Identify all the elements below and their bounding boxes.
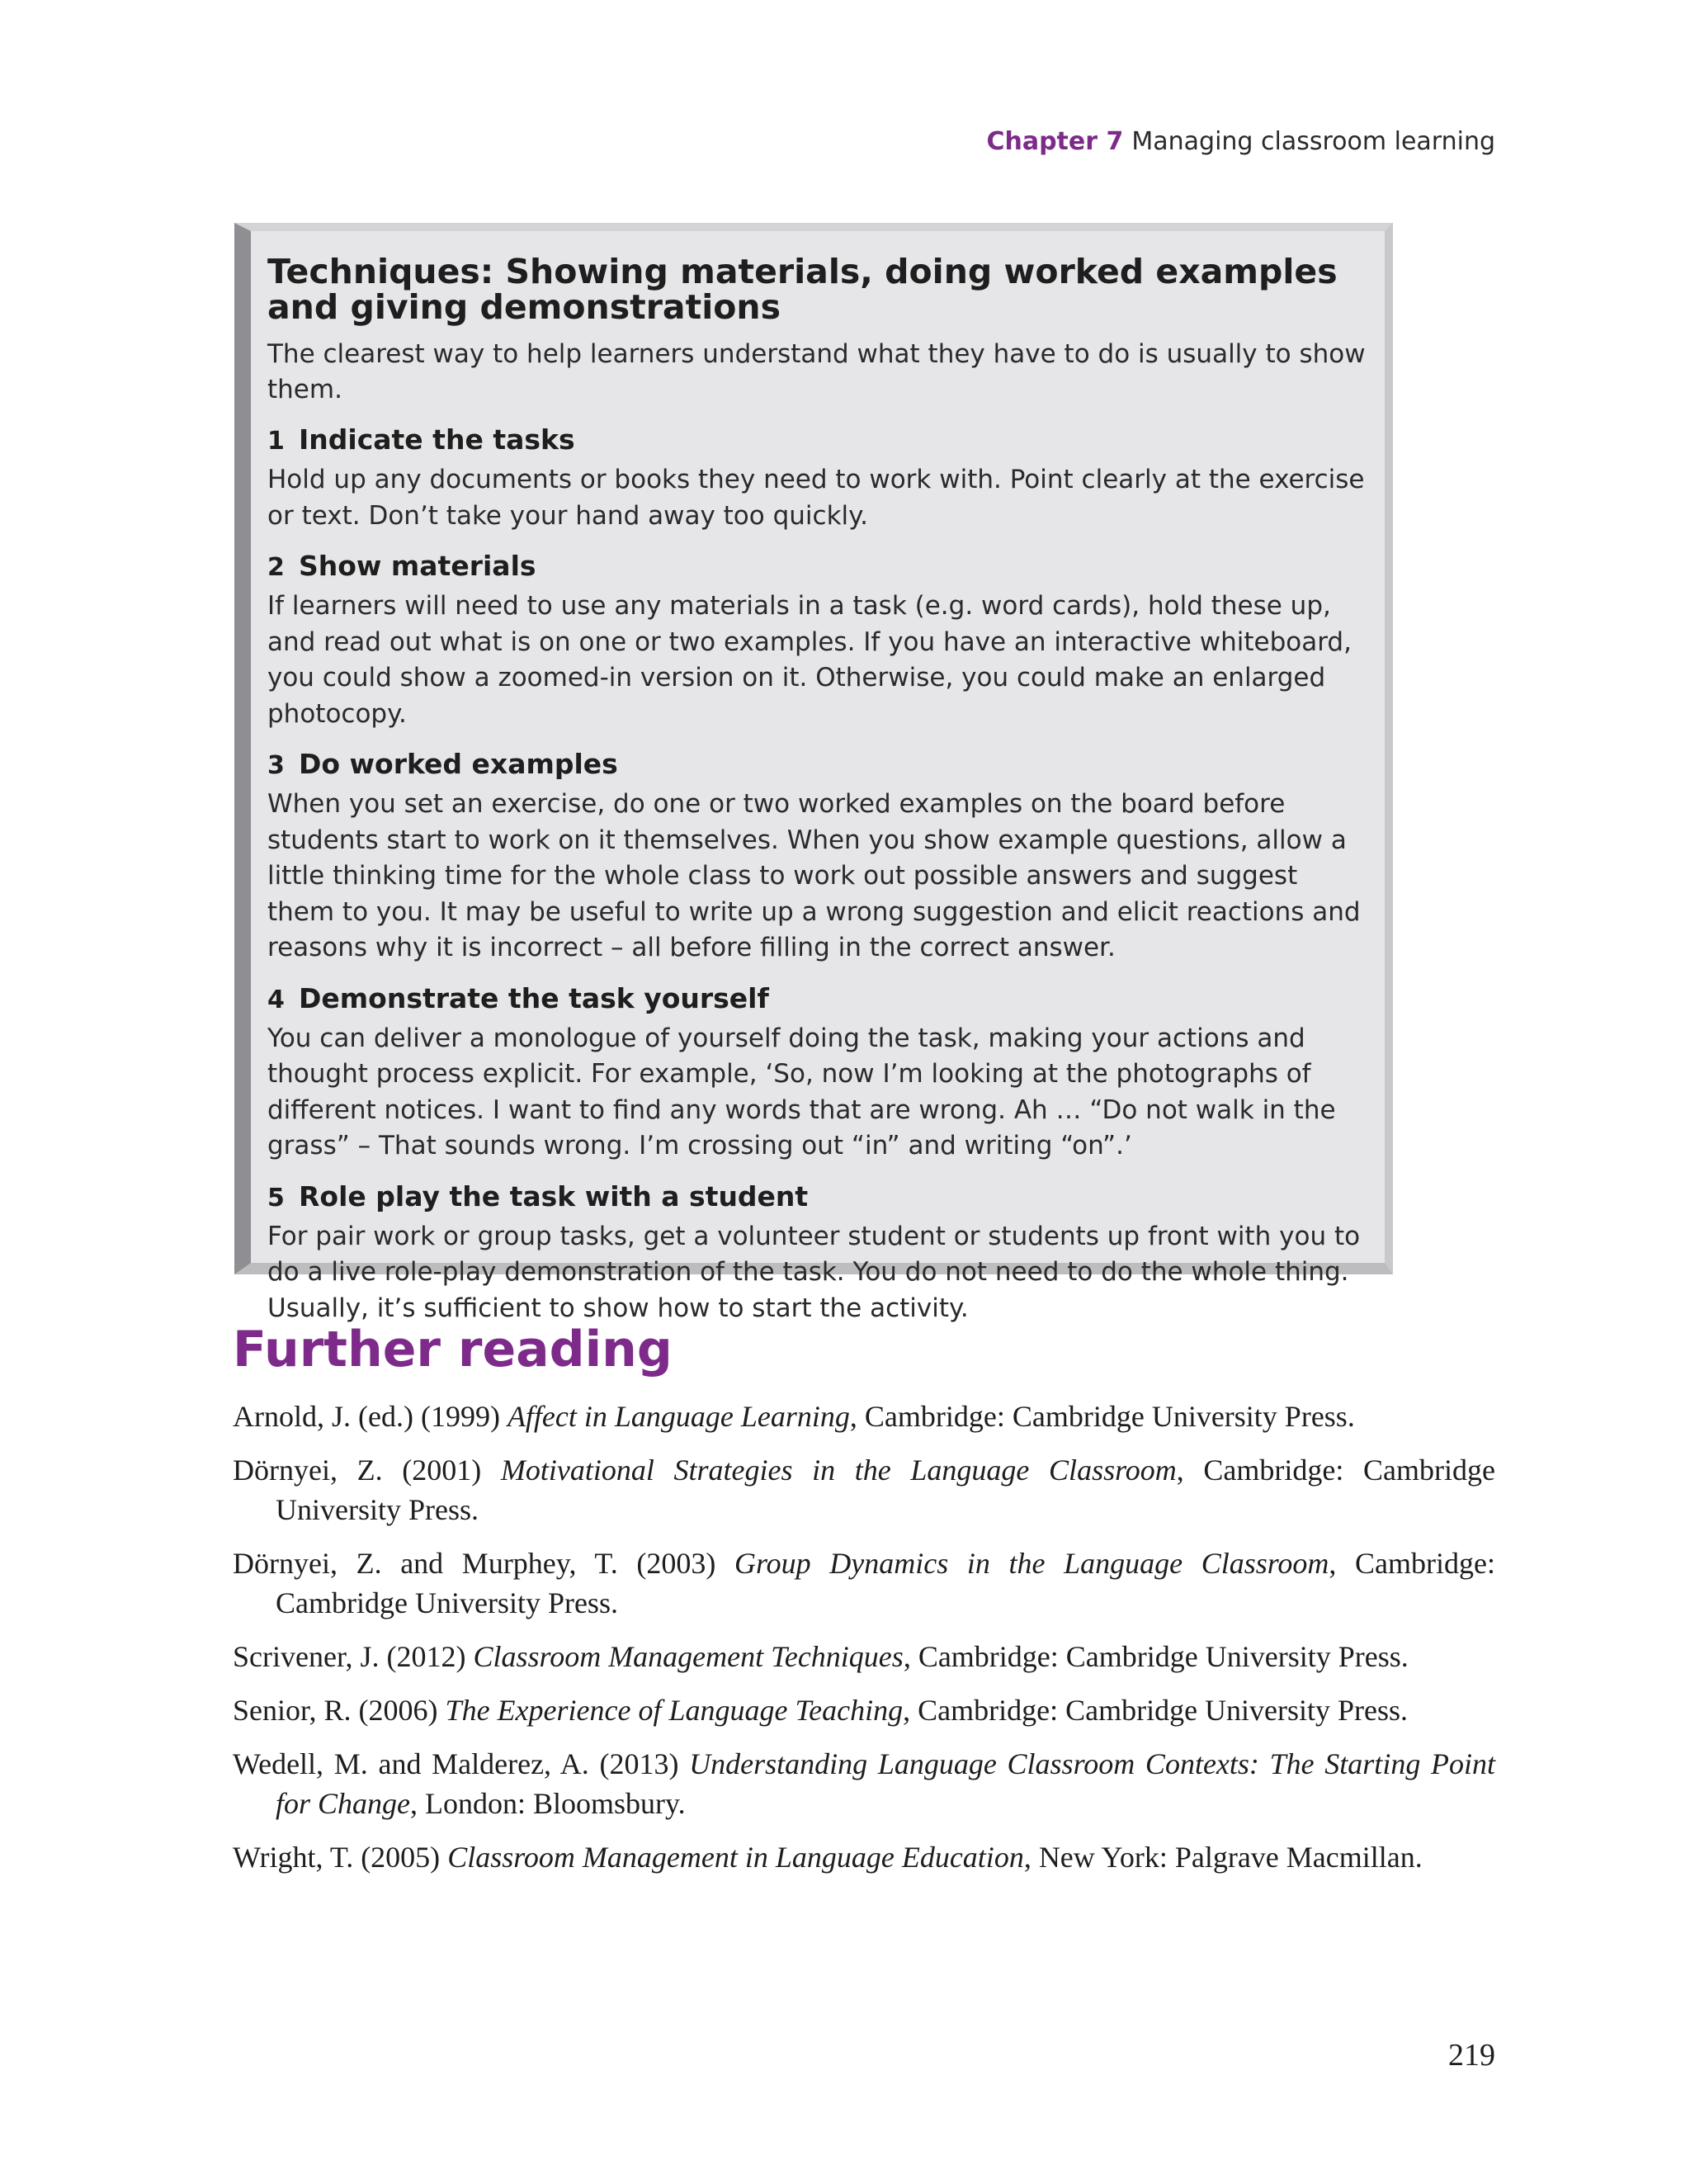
- chapter-label: Chapter 7: [986, 127, 1124, 156]
- technique-number: 2: [267, 553, 285, 582]
- reference-list: [233, 1397, 1495, 1891]
- reference-title: Motivational Strategies in the Language Classroom: [500, 1454, 1177, 1487]
- technique-text: When you set an exercise, do one or two worked examples on the board before students start to work on it themselves. When you show example questions, allow a little thinking time for the whole class to work out possible answers and suggest them to you. It may be useful to write up a wrong suggestion and elicit reactions and reasons why it is incorrect – all before filling in the correct answer.: [267, 789, 1361, 962]
- technique-number: 3: [267, 751, 285, 780]
- reference-title: Understanding Language Classroom Contexts: The Starting Point for Change: [276, 1747, 1496, 1820]
- page-number: 219: [1448, 2038, 1495, 2073]
- reference-item: [233, 1744, 1495, 1823]
- reference-publisher: , Cambridge: Cambridge University Press.: [849, 1400, 1355, 1433]
- technique-number: 1: [267, 427, 285, 456]
- technique-heading-text: Show materials: [299, 550, 536, 582]
- reference-item: [233, 1397, 1495, 1436]
- reference-item: [233, 1637, 1495, 1676]
- technique-heading-text: Role play the task with a student: [299, 1179, 809, 1213]
- further-reading-title: Further reading: [233, 1321, 673, 1378]
- technique-number: 4: [267, 985, 285, 1014]
- technique-heading: [267, 421, 1370, 461]
- reference-authors: Scrivener, J. (2012): [233, 1640, 474, 1673]
- reference-item: [233, 1690, 1495, 1730]
- reference-authors: Wedell, M. and Malderez, A. (2013): [233, 1747, 690, 1780]
- reference-publisher: , New York: Palgrave Macmillan.: [1023, 1841, 1423, 1874]
- techniques-box: [234, 223, 1393, 1323]
- running-header: [986, 127, 1495, 156]
- technique-item: [267, 1178, 1370, 1327]
- reference-publisher: , Cambridge: Cambridge University Press.: [903, 1694, 1409, 1727]
- technique-heading-text: Indicate the tasks: [299, 423, 575, 456]
- reference-authors: Senior, R. (2006): [233, 1694, 446, 1727]
- reference-item: [233, 1543, 1495, 1623]
- technique-heading: [267, 980, 1370, 1019]
- technique-item: [267, 745, 1370, 967]
- reference-authors: Arnold, J. (ed.) (1999): [233, 1400, 507, 1433]
- technique-text: If learners will need to use any materials in a task (e.g. word cards), hold these up, and read out what is on one or two examples. If you have an interactive whiteboard, you could show a zoomed-in version on it. Otherwise, you could make an enlarged photocopy.: [267, 591, 1352, 729]
- reference-title: Classroom Management Techniques: [473, 1640, 904, 1673]
- reference-authors: Dörnyei, Z. and Murphey, T. (2003): [233, 1547, 734, 1580]
- reference-title: Affect in Language Learning: [507, 1400, 850, 1433]
- technique-heading: [267, 547, 1370, 587]
- technique-number: 5: [267, 1183, 285, 1213]
- techniques-title: Techniques: Showing materials, doing worked examples and giving demonstrations: [267, 252, 1338, 327]
- technique-item: [267, 980, 1370, 1165]
- chapter-title: Managing classroom learning: [1131, 127, 1495, 156]
- technique-text: Hold up any documents or books they need to work with. Point clearly at the exercise or text. Don’t take your hand away too quickly.: [267, 465, 1365, 531]
- technique-heading-text: Do worked examples: [299, 748, 618, 780]
- technique-heading-text: Demonstrate the task yourself: [299, 981, 769, 1014]
- technique-item: [267, 421, 1370, 534]
- reference-publisher: , Cambridge: Cambridge University Press.: [276, 1547, 1496, 1619]
- reference-item: [233, 1837, 1495, 1877]
- reference-publisher: , Cambridge: Cambridge University Press.: [903, 1640, 1409, 1673]
- technique-heading: [267, 1178, 1370, 1217]
- reference-publisher: , London: Bloomsbury.: [410, 1787, 686, 1820]
- reference-item: [233, 1450, 1495, 1529]
- technique-heading: [267, 745, 1370, 785]
- reference-authors: Wright, T. (2005): [233, 1841, 448, 1874]
- reference-title: The Experience of Language Teaching: [445, 1694, 904, 1727]
- techniques-intro: The clearest way to help learners understand what they have to do is usually to show them.: [267, 339, 1366, 404]
- reference-publisher: , Cambridge: Cambridge University Press.: [276, 1454, 1495, 1526]
- reference-title: Group Dynamics in the Language Classroom: [734, 1547, 1329, 1580]
- technique-text: For pair work or group tasks, get a volunteer student or students up front with you to do a live role-play demonstration of the task. You do not need to do the whole thing. Usually, it’s sufficient to show how to start the activity.: [267, 1221, 1361, 1323]
- technique-text: You can deliver a monologue of yourself doing the task, making your actions and thought process explicit. For example, ‘So, now I’m looking at the photographs of different notices. I want to find any words that are wrong. Ah … “Do not walk in the grass” – That sounds wrong. I’m crossing out “in” and writing “on”.’: [267, 1023, 1336, 1161]
- reference-authors: Dörnyei, Z. (2001): [233, 1454, 501, 1487]
- reference-title: Classroom Management in Language Education: [447, 1841, 1024, 1874]
- technique-item: [267, 547, 1370, 732]
